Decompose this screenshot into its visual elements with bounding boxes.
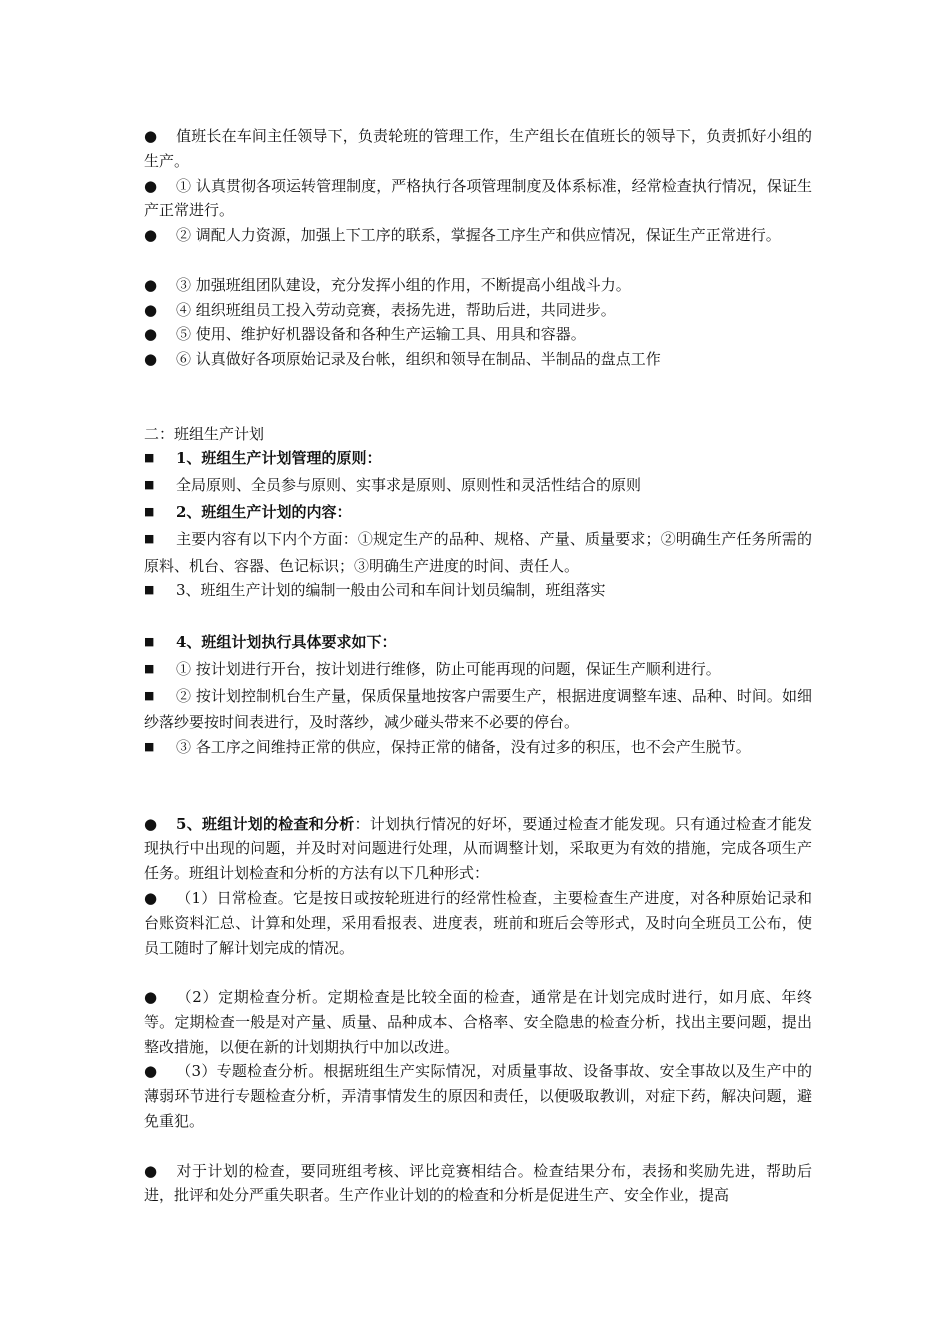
bullet-paragraph bbox=[144, 124, 812, 174]
spacer bbox=[144, 605, 812, 630]
item-title: 5、班组计划的检查和分析 bbox=[176, 814, 355, 833]
square-bullet-icon: ■ bbox=[144, 661, 155, 675]
paragraph-text: ：计划执行情况的好坏，要通过检查才能发现。只有通过检查才能发现执行中出现的问题，并及时对问题进行处理，从而调整计划，采取更为有效的措施，完成各项生产任务。班组计划检查和分析的方法有以下几种形式： bbox=[144, 814, 812, 883]
bullet-paragraph bbox=[144, 886, 812, 960]
paragraph-text: （3）专题检查分析。根据班组生产实际情况，对质量事故、设备事故、安全事故以及生产中的薄弱环节进行专题检查分析，弄清事情发生的原因和责任，以便吸取教训，对症下药，解决问题，避免重犯。 bbox=[144, 1062, 812, 1131]
paragraph-text: （1）日常检查。它是按日或按轮班进行的经常性检查，主要检查生产进度，对各种原始记录和台账资料汇总、计算和处理，采用看报表、进度表，班前和班后会等形式，及时向全班员工公布，使员工随时了解计划完成的情况。 bbox=[144, 888, 812, 957]
bullet-paragraph bbox=[144, 298, 812, 323]
bullet-paragraph bbox=[144, 322, 812, 347]
paragraph-text: ⑤ 使用、维护好机器设备和各种生产运输工具、用具和容器。 bbox=[176, 325, 586, 344]
spacer bbox=[144, 372, 812, 422]
paragraph-text: ④ 组织班组员工投入劳动竞赛，表扬先进，帮助后进，共同进步。 bbox=[176, 300, 616, 319]
paragraph-text: ② 按计划控制机台生产量，保质保量地按客户需要生产，根据进度调整车速、品种、时间。如细纱落纱要按时间表进行，及时落纱，减少碰头带来不必要的停台。 bbox=[144, 686, 812, 732]
bullet-paragraph bbox=[144, 1159, 812, 1209]
paragraph-text: ③ 各工序之间维持正常的供应，保持正常的储备，没有过多的积压，也不会产生脱节。 bbox=[176, 738, 751, 757]
bullet-paragraph bbox=[144, 812, 812, 886]
bullet-icon: ● bbox=[144, 275, 158, 294]
bullet-icon: ● bbox=[144, 176, 158, 195]
bullet-paragraph bbox=[144, 985, 812, 1059]
paragraph-text: ③ 加强班组团队建设，充分发挥小组的作用，不断提高小组战斗力。 bbox=[176, 275, 631, 294]
square-paragraph bbox=[144, 473, 812, 500]
bullet-icon: ● bbox=[144, 1161, 158, 1180]
paragraph-text: 对于计划的检查，要同班组考核、评比竞赛相结合。检查结果分布，表扬和奖励先进，帮助后进，批评和处分严重失职者。生产作业计划的的检查和分析是促进生产、安全作业，提高 bbox=[144, 1161, 812, 1205]
paragraph-text: 3、班组生产计划的编制一般由公司和车间计划员编制，班组落实 bbox=[176, 581, 606, 600]
bullet-icon: ● bbox=[144, 300, 158, 319]
square-bullet-icon: ■ bbox=[144, 451, 155, 465]
square-bullet-icon: ■ bbox=[144, 478, 155, 492]
bullet-paragraph bbox=[144, 1059, 812, 1133]
item-title: 4、班组计划执行具体要求如下： bbox=[176, 632, 397, 651]
square-bullet-icon: ■ bbox=[144, 634, 155, 648]
paragraph-text: （2）定期检查分析。定期检查是比较全面的检查，通常是在计划完成时进行，如月底、年终等。定期检查一般是对产量、质量、品种成本、合格率、安全隐患的检查分析，找出主要问题，提出整改措施，以便在新的计划期执行中加以改进。 bbox=[144, 988, 812, 1056]
paragraph-text: ① 认真贯彻各项运转管理制度，严格执行各项管理制度及体系标准，经常检查执行情况，保证生产正常进行。 bbox=[144, 176, 812, 220]
paragraph-text: 主要内容有以下内个方面：①规定生产的品种、规格、产量、质量要求；②明确生产任务所需的原料、机台、容器、色记标识；③明确生产进度的时间、责任人。 bbox=[144, 529, 812, 575]
square-bullet-icon: ■ bbox=[144, 504, 155, 518]
paragraph-text: ② 调配人力资源，加强上下工序的联系，掌握各工序生产和供应情况，保证生产正常进行。 bbox=[176, 226, 781, 245]
paragraph-text: ⑥ 认真做好各项原始记录及台帐，组织和领导在制品、半制品的盘点工作 bbox=[176, 350, 661, 369]
bullet-paragraph bbox=[144, 347, 812, 372]
bullet-paragraph bbox=[144, 273, 812, 298]
item-title: 1、班组生产计划管理的原则： bbox=[176, 449, 382, 468]
document-body bbox=[144, 124, 812, 1208]
bullet-icon: ● bbox=[144, 1062, 158, 1081]
square-paragraph bbox=[144, 527, 812, 579]
square-bullet-icon: ■ bbox=[144, 583, 155, 597]
spacer bbox=[144, 960, 812, 985]
spacer bbox=[144, 1134, 812, 1159]
spacer bbox=[144, 248, 812, 273]
square-paragraph bbox=[144, 657, 812, 684]
square-bullet-icon: ■ bbox=[144, 531, 155, 545]
bullet-icon: ● bbox=[144, 226, 158, 245]
square-bullet-icon: ■ bbox=[144, 688, 155, 702]
paragraph-text: 全局原则、全员参与原则、实事求是原则、原则性和灵活性结合的原则 bbox=[176, 476, 642, 495]
square-paragraph bbox=[144, 578, 812, 605]
bullet-icon: ● bbox=[144, 127, 158, 145]
bullet-paragraph bbox=[144, 223, 812, 248]
square-bullet-icon: ■ bbox=[144, 740, 155, 754]
bullet-paragraph bbox=[144, 174, 812, 224]
bullet-icon: ● bbox=[144, 350, 158, 369]
square-paragraph bbox=[144, 684, 812, 736]
spacer bbox=[144, 762, 812, 812]
bullet-icon: ● bbox=[144, 988, 158, 1007]
paragraph-text: 值班长在车间主任领导下，负责轮班的管理工作，生产组长在值班长的领导下，负责抓好小组的生产。 bbox=[144, 127, 812, 170]
bullet-icon: ● bbox=[144, 325, 158, 344]
square-paragraph bbox=[144, 500, 812, 527]
item-title: 2、班组生产计划的内容： bbox=[176, 502, 352, 521]
section-heading: 二：班组生产计划 bbox=[144, 424, 265, 443]
square-paragraph bbox=[144, 630, 812, 657]
square-paragraph bbox=[144, 446, 812, 473]
bullet-icon: ● bbox=[144, 814, 158, 833]
bullet-icon: ● bbox=[144, 888, 158, 907]
square-paragraph bbox=[144, 735, 812, 762]
paragraph-text: ① 按计划进行开台，按计划进行维修，防止可能再现的问题，保证生产顺利进行。 bbox=[176, 659, 721, 678]
